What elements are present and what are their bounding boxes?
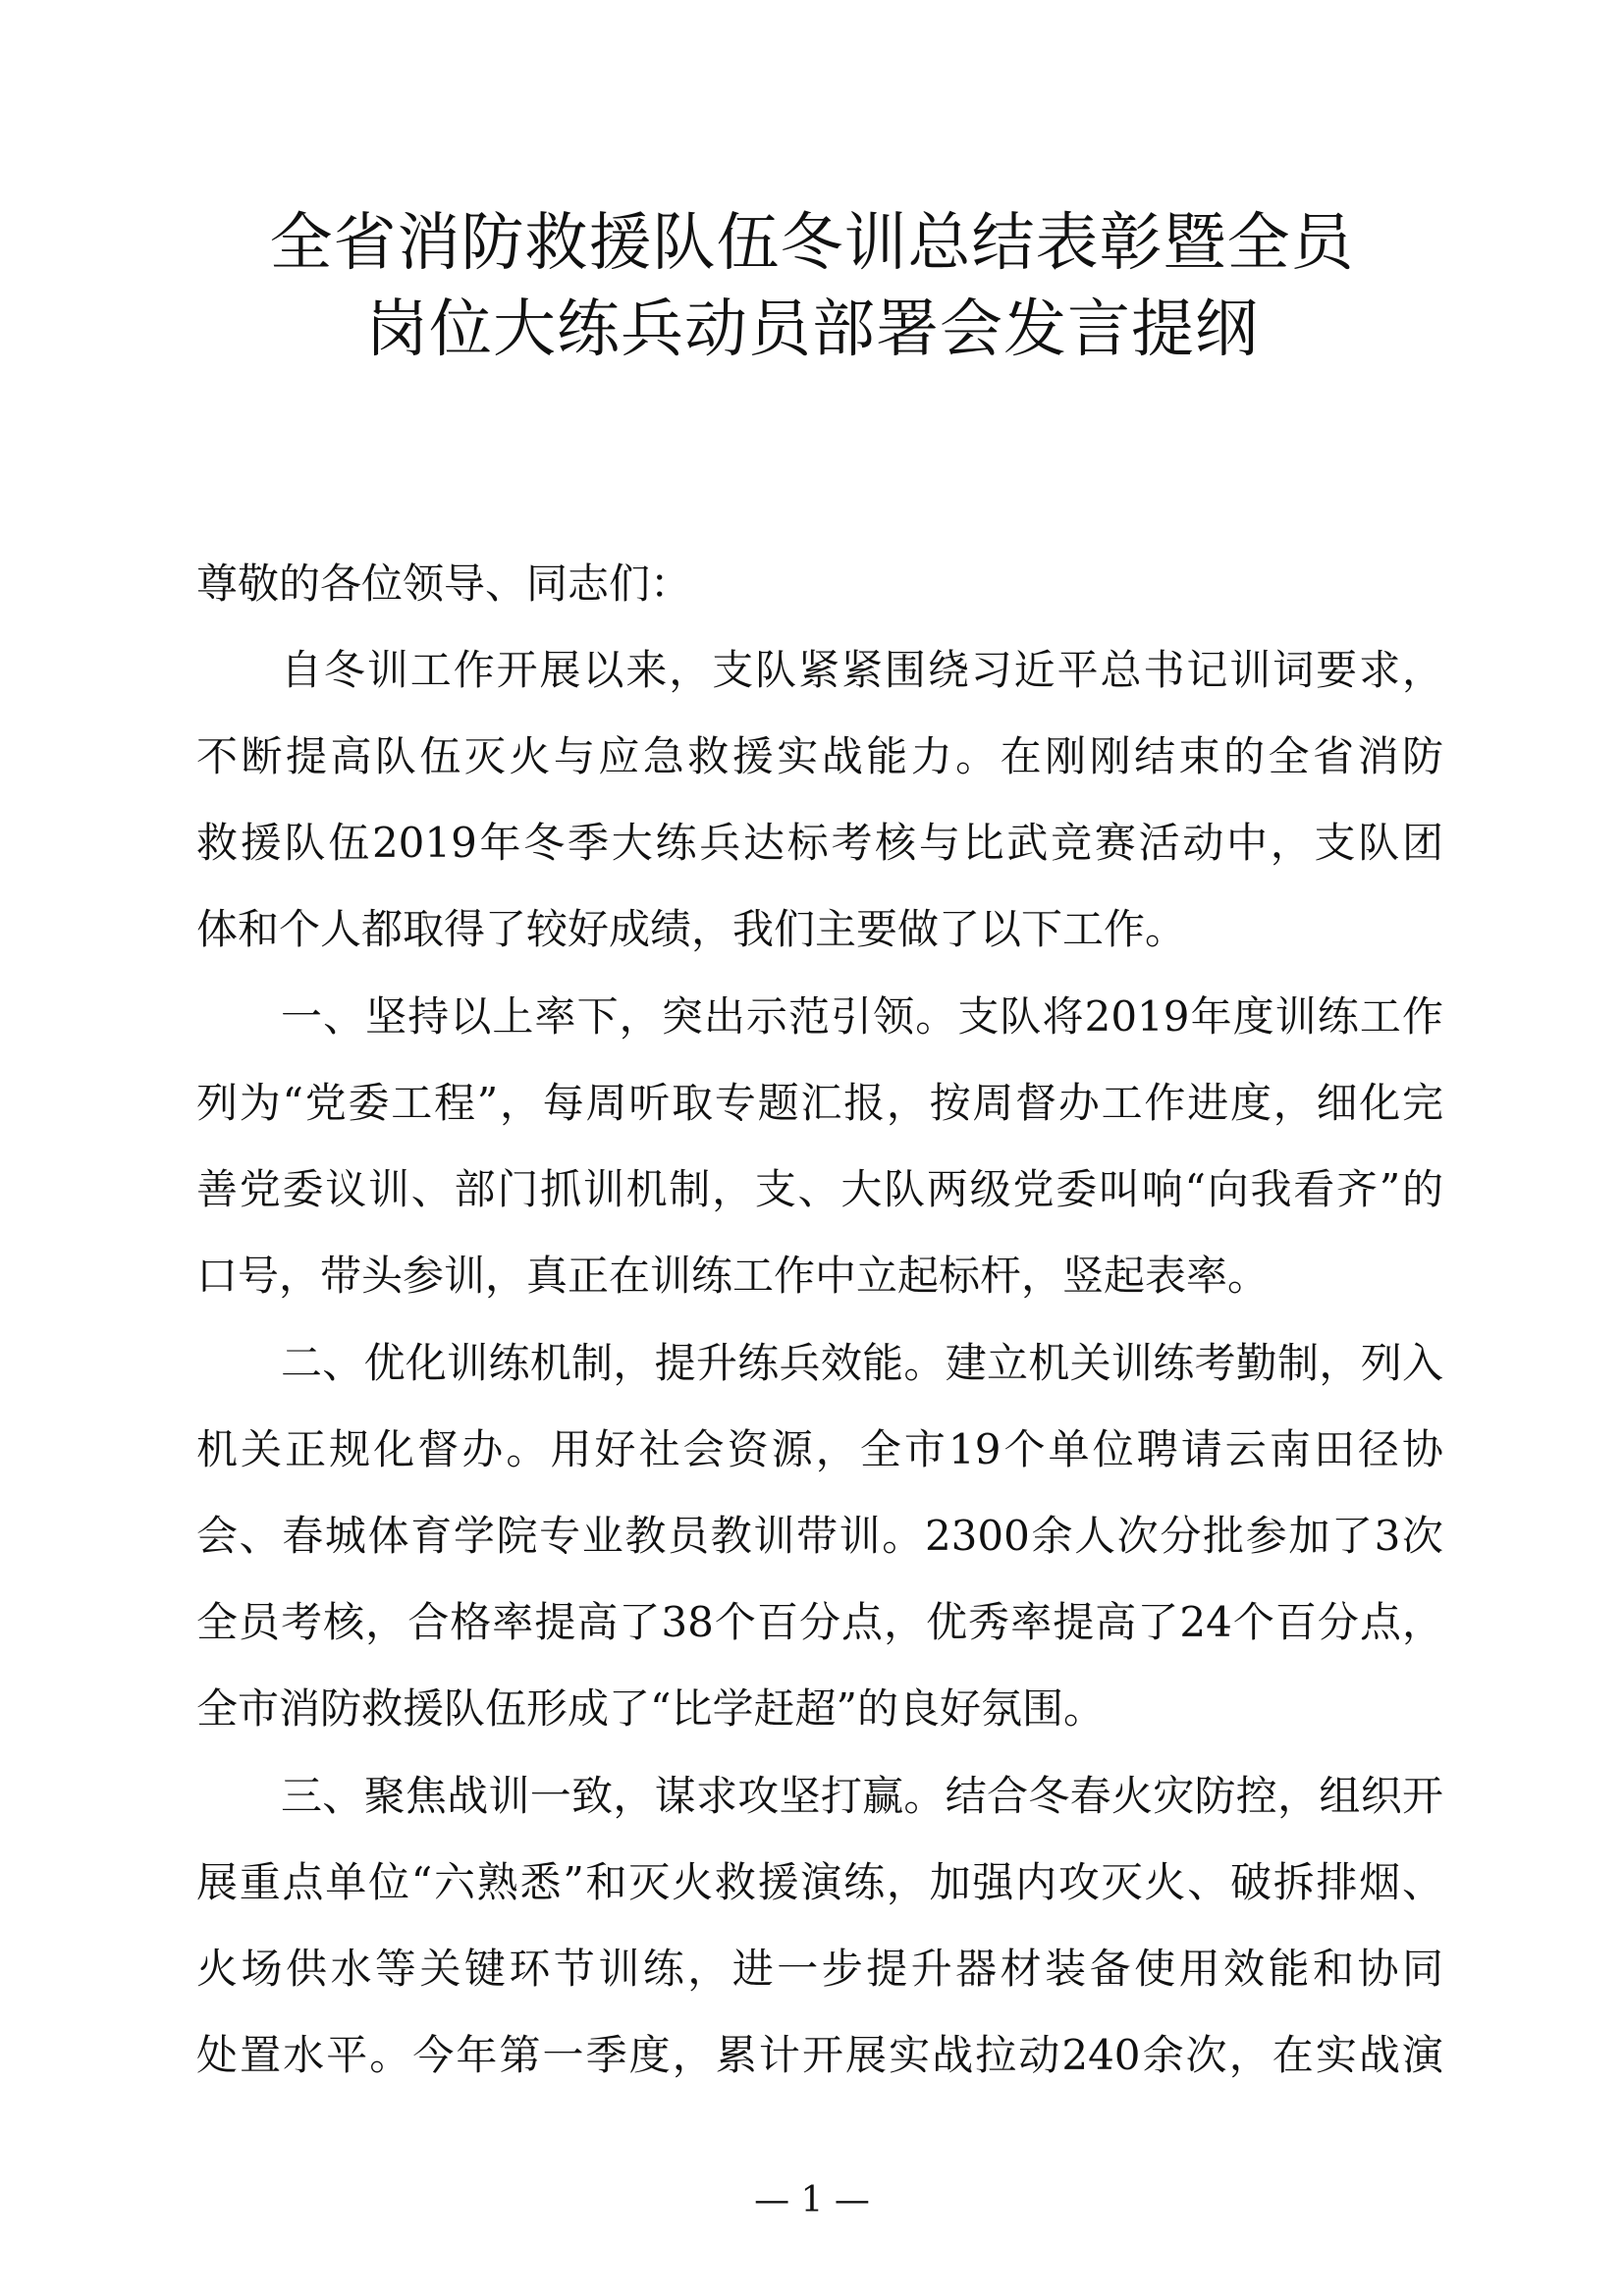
paragraph-2-line-3: 善党委议训、部门抓训机制，支、大队两级党委叫响“向我看齐”的 [196, 1165, 1443, 1213]
paragraph-2-line-2: 列为“党委工程”，每周听取专题汇报，按周督办工作进度，细化完 [196, 1079, 1443, 1127]
paragraph-3-line-4: 全员考核，合格率提高了38个百分点，优秀率提高了24个百分点， [196, 1598, 1443, 1646]
document-title-line-2: 岗位大练兵动员部署会发言提纲 [365, 294, 1259, 366]
paragraph-2-line-4: 口号，带头参训，真正在训练工作中立起标杆，竖起表率。 [196, 1252, 1270, 1300]
salutation: 尊敬的各位领导、同志们： [196, 560, 692, 608]
document-title-line-1: 全省消防救援队伍冬训总结表彰暨全员 [269, 207, 1355, 280]
paragraph-3-line-5: 全市消防救援队伍形成了“比学赶超”的良好氛围。 [196, 1684, 1105, 1733]
paragraph-4-line-1: 三、聚焦战训一致，谋求攻坚打赢。结合冬春火灾防控，组织开 [281, 1772, 1443, 1820]
paragraph-4-line-4: 处置水平。今年第一季度，累计开展实战拉动240余次，在实战演 [196, 2031, 1443, 2079]
page-number: — 1 — [754, 2180, 870, 2220]
paragraph-1-line-4: 体和个人都取得了较好成绩，我们主要做了以下工作。 [196, 905, 1187, 953]
paragraph-2-line-1: 一、坚持以上率下，突出示范引领。支队将2019年度训练工作 [281, 992, 1443, 1041]
paragraph-3-line-2: 机关正规化督办。用好社会资源，全市19个单位聘请云南田径协 [196, 1425, 1443, 1473]
paragraph-3-line-1: 二、优化训练机制，提升练兵效能。建立机关训练考勤制，列入 [281, 1339, 1443, 1387]
paragraph-1-line-1: 自冬训工作开展以来，支队紧紧围绕习近平总书记训词要求， [281, 646, 1443, 694]
paragraph-3-line-3: 会、春城体育学院专业教员教训带训。2300余人次分批参加了3次 [196, 1512, 1443, 1560]
paragraph-1-line-3: 救援队伍2019年冬季大练兵达标考核与比武竞赛活动中，支队团 [196, 819, 1443, 867]
paragraph-4-line-2: 展重点单位“六熟悉”和灭火救援演练，加强内攻灭火、破拆排烟、 [196, 1858, 1443, 1906]
paragraph-4-line-3: 火场供水等关键环节训练，进一步提升器材装备使用效能和协同 [196, 1945, 1443, 1993]
paragraph-1-line-2: 不断提高队伍灭火与应急救援实战能力。在刚刚结束的全省消防 [196, 732, 1443, 780]
